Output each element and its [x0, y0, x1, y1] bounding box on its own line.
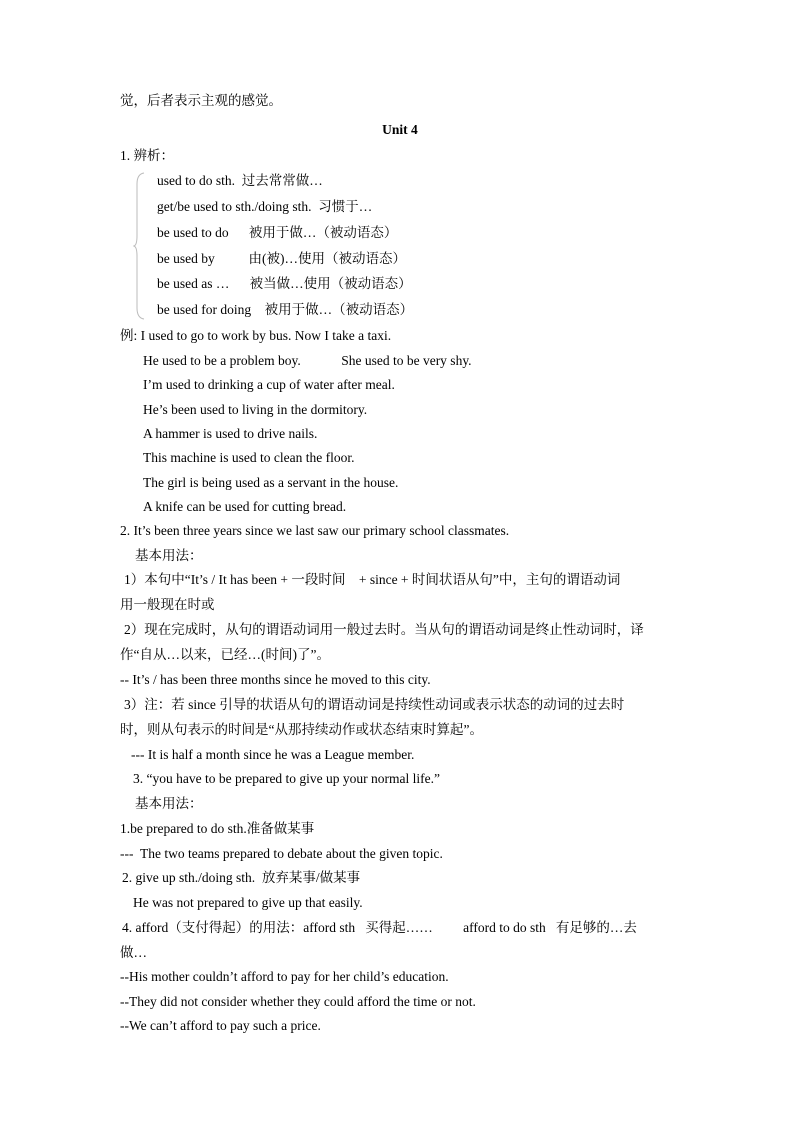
text-line: 时，则从句表示的时间是“从那持续动作或状态结束时算起”。: [120, 722, 483, 737]
example-line: He’s been used to living in the dormitory.: [143, 402, 368, 417]
text-line: 作“自从…以来，已经…(时间)了”。: [120, 647, 330, 662]
section-heading: 1. 辨析：: [120, 148, 174, 163]
section-heading: 3. “you have to be prepared to give up your normal life.”: [133, 771, 441, 786]
section-heading: 4. afford（支付得起）的用法：afford sth 买得起…… afford to do sth 有足够的…去: [122, 920, 637, 935]
usage-item: be used for doing 被用于做…（被动语态）: [157, 302, 414, 317]
unit-title: Unit 4: [382, 122, 418, 137]
text-line: 2）现在完成时，从句的谓语动词用一般过去时。当从句的谓语动词是终止性动词时，译: [124, 622, 644, 637]
usage-item: be used by 由(被)…使用（被动语态）: [157, 251, 406, 266]
subheading: 基本用法：: [135, 548, 203, 563]
example-line: A knife can be used for cutting bread.: [143, 499, 347, 514]
example-line: He was not prepared to give up that easily.: [133, 895, 363, 910]
example-line: I’m used to drinking a cup of water after meal.: [143, 377, 395, 392]
usage-item: be used as … 被当做…使用（被动语态）: [157, 276, 412, 291]
example-line: This machine is used to clean the floor.: [143, 450, 355, 465]
example-line: --- The two teams prepared to debate about the given topic.: [120, 846, 443, 861]
text-line: 1）本句中“It’s / It has been + 一段时间 + since + 时间状语从句”中，主句的谓语动词: [124, 572, 621, 587]
example-line: --His mother couldn’t afford to pay for her child’s education.: [120, 969, 449, 984]
text-line: 做…: [120, 945, 147, 960]
text-line: 用一般现在时或: [120, 597, 215, 612]
example-line: --They did not consider whether they could afford the time or not.: [120, 994, 476, 1009]
example-line: He used to be a problem boy. She used to be very shy.: [143, 353, 472, 368]
text-line: 觉，后者表示主观的感觉。: [120, 93, 282, 108]
usage-item: be used to do 被用于做…（被动语态）: [157, 225, 398, 240]
usage-item: used to do sth. 过去常常做…: [157, 173, 323, 188]
example-line: The girl is being used as a servant in the house.: [143, 475, 399, 490]
brace-icon: [133, 172, 145, 320]
subheading: 基本用法：: [135, 796, 203, 811]
text-line: 1.be prepared to do sth.准备做某事: [120, 821, 315, 836]
section-heading: 2. It’s been three years since we last saw our primary school classmates.: [120, 523, 510, 538]
text-line: 2. give up sth./doing sth. 放弃某事/做某事: [122, 870, 361, 885]
example-line: A hammer is used to drive nails.: [143, 426, 318, 441]
text-line: 3）注：若 since 引导的状语从句的谓语动词是持续性动词或表示状态的动词的过去时: [124, 697, 625, 712]
example-line: -- It’s / has been three months since he moved to this city.: [120, 672, 431, 687]
example-line: 例: I used to go to work by bus. Now I take a taxi.: [120, 328, 392, 343]
usage-item: get/be used to sth./doing sth. 习惯于…: [157, 199, 373, 214]
example-line: --- It is half a month since he was a League member.: [131, 747, 415, 762]
example-line: --We can’t afford to pay such a price.: [120, 1018, 321, 1033]
